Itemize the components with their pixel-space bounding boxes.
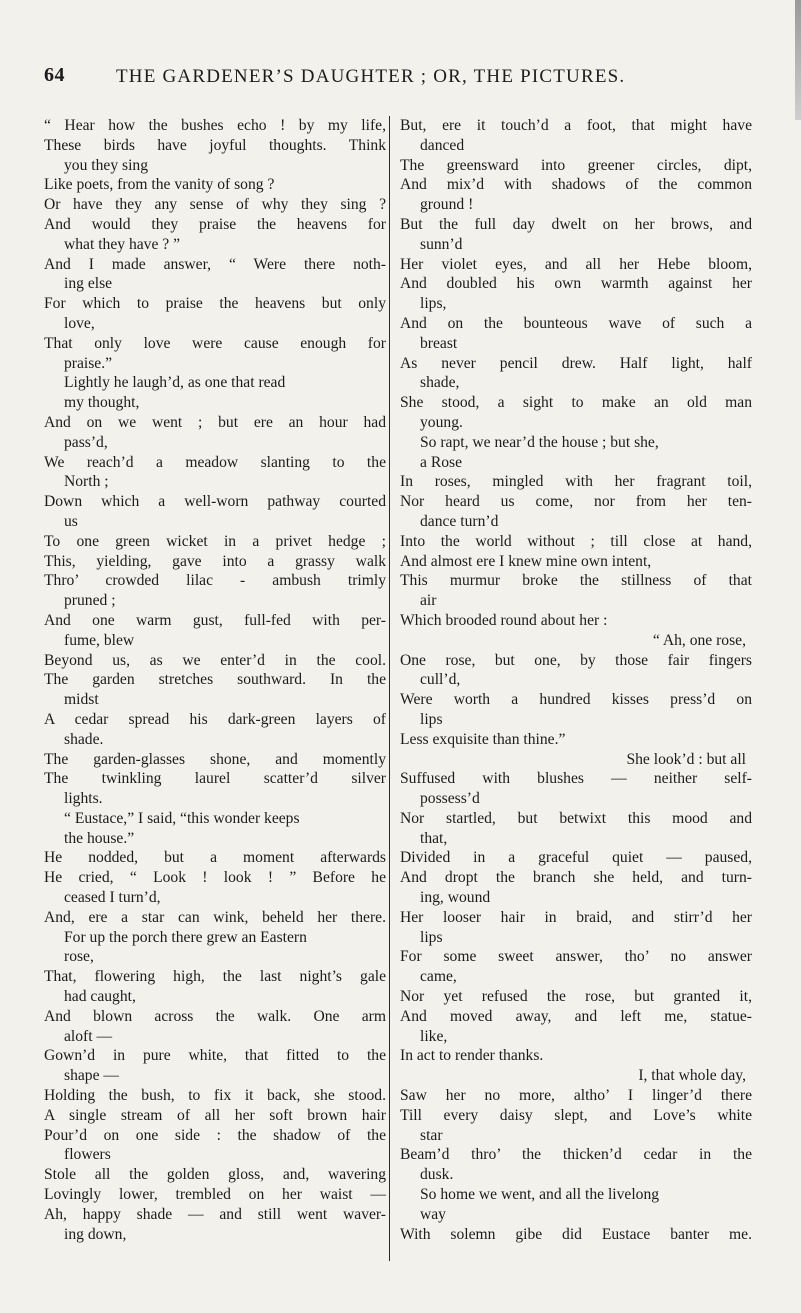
poem-line: pass’d, — [64, 433, 108, 451]
poem-line: possess’d — [420, 790, 480, 808]
poem-line: Beam’d thro’ the thicken’d cedar in the — [400, 1146, 752, 1164]
poem-line: my thought, — [64, 394, 140, 412]
poem-line: And mix’d with shadows of the common — [400, 176, 752, 194]
poem-line: flowers — [64, 1146, 111, 1164]
poem-line: Like poets, from the vanity of song ? — [44, 176, 275, 194]
poem-line: Beyond us, as we enter’d in the cool. — [44, 651, 386, 669]
poem-line: Nor heard us come, nor from her ten- — [400, 493, 752, 511]
poem-line: The greensward into greener circles, dipt, — [400, 156, 752, 174]
poem-line: She look’d : but all — [626, 750, 746, 768]
poem-line: North ; — [64, 473, 109, 491]
poem-line: Into the world without ; till close at hand, — [400, 532, 752, 550]
poem-line: This, yielding, gave into a grassy walk — [44, 552, 386, 570]
poem-line: air — [420, 592, 437, 610]
poem-line: The twinkling laurel scatter’d silver — [44, 770, 386, 788]
poem-line: ing down, — [64, 1225, 127, 1243]
poem-line: I, that whole day, — [638, 1067, 746, 1085]
poem-line: ground ! — [420, 196, 474, 214]
page-edge-shadow — [795, 0, 801, 120]
poem-line: To one green wicket in a privet hedge ; — [44, 532, 386, 550]
poem-line: Holding the bush, to fix it back, she stood. — [44, 1087, 386, 1105]
poem-line: “ Hear how the bushes echo ! by my life, — [44, 117, 386, 134]
poem-line: lips, — [420, 295, 447, 313]
page-number: 64 — [44, 64, 65, 86]
poem-line: aloft — — [64, 1027, 113, 1045]
poem-line: “ Ah, one rose, — [652, 631, 746, 649]
poem-line: what they have ? ” — [64, 235, 181, 253]
poem-line: And on the bounteous wave of such a — [400, 314, 752, 332]
poem-line: These birds have joyful thoughts. Think — [44, 136, 386, 154]
poem-line: lips — [420, 928, 443, 946]
poem-line: For which to praise the heavens but only — [44, 295, 386, 313]
poem-line: So home we went, and all the livelong — [420, 1186, 660, 1204]
poem-line: So rapt, we near’d the house ; but she, — [420, 433, 659, 451]
poem-line: shade, — [420, 374, 460, 392]
right-column — [400, 116, 752, 1244]
poem-line: danced — [420, 136, 465, 154]
poem-line: He cried, “ Look ! look ! ” Before he — [44, 869, 386, 887]
poem-line: came, — [420, 968, 457, 986]
poem-line: He nodded, but a moment afterwards — [44, 849, 386, 867]
poem-line: Less exquisite than thine.” — [400, 730, 566, 748]
poem-line: breast — [420, 334, 458, 352]
poem-line: And I made answer, “ Were there noth- — [44, 255, 386, 273]
poem-line: had caught, — [64, 988, 136, 1006]
poem-line: And moved away, and left me, statue- — [400, 1007, 752, 1025]
poem-line: ceased I turn’d, — [64, 889, 161, 907]
poem-line: rose, — [64, 948, 94, 966]
poem-line: Divided in a graceful quiet — paused, — [400, 849, 752, 867]
poem-line: And on we went ; but ere an hour had — [44, 413, 386, 431]
poem-line: Ah, happy shade — and still went waver- — [44, 1205, 386, 1223]
poem-line: the house.” — [64, 829, 135, 847]
poem-line: And doubled his own warmth against her — [400, 275, 752, 293]
poem-line: ing, wound — [420, 889, 491, 907]
poem-line: And blown across the walk. One arm — [44, 1007, 386, 1025]
poem-line: sunn’d — [420, 235, 463, 253]
poem-line: dance turn’d — [420, 512, 499, 530]
poem-line: But the full day dwelt on her brows, and — [400, 215, 752, 233]
poem-line: In roses, mingled with her fragrant toil, — [400, 473, 752, 491]
poem-line: pruned ; — [64, 592, 116, 610]
poem-line: us — [64, 512, 78, 530]
poem-line: Her looser hair in braid, and stirr’d her — [400, 908, 752, 926]
column-rule — [389, 116, 390, 1261]
poem-line: Which brooded round about her : — [400, 611, 608, 629]
poem-line: And one warm gust, full-fed with per- — [44, 611, 386, 629]
poem-line: midst — [64, 691, 99, 709]
poem-line: that, — [420, 829, 448, 847]
poem-line: praise.” — [64, 354, 113, 372]
poem-line: Lovingly lower, trembled on her waist — — [44, 1186, 386, 1204]
poem-line: A cedar spread his dark-green layers of — [44, 710, 386, 728]
running-head: THE GARDENER’S DAUGHTER ; OR, THE PICTURES. — [116, 66, 626, 87]
poem-line: cull’d, — [420, 671, 461, 689]
poem-line: A single stream of all her soft brown hair — [44, 1106, 386, 1124]
poem-line: Saw her no more, altho’ I linger’d there — [400, 1087, 752, 1105]
poem-line: Stole all the golden gloss, and, wavering — [44, 1166, 386, 1184]
poem-line: She stood, a sight to make an old man — [400, 394, 752, 412]
poem-line: The garden stretches southward. In the — [44, 671, 386, 689]
poem-line: star — [420, 1126, 443, 1144]
poem-line: young. — [420, 413, 463, 431]
poem-line: With solemn gibe did Eustace banter me. — [400, 1225, 752, 1243]
poem-line: Thro’ crowded lilac - ambush trimly — [44, 572, 386, 590]
poem-line: shape — — [64, 1067, 119, 1085]
poem-line: Down which a well-worn pathway courted — [44, 493, 386, 511]
poem-line: That, flowering high, the last night’s gale — [44, 968, 386, 986]
poem-line: And would they praise the heavens for — [44, 215, 386, 233]
poem-line: And dropt the branch she held, and turn- — [400, 869, 752, 887]
poem-line: Or have they any sense of why they sing ? — [44, 196, 386, 214]
poem-line: ing else — [64, 275, 113, 293]
poem-line: fume, blew — [64, 631, 135, 649]
poem-line: you they sing — [64, 156, 149, 174]
poem-line: And, ere a star can wink, beheld her there. — [44, 908, 386, 926]
poem-line: Pour’d on one side : the shadow of the — [44, 1126, 386, 1144]
left-column — [44, 116, 386, 1244]
poem-line: This murmur broke the stillness of that — [400, 572, 752, 590]
poem-line: Lightly he laugh’d, as one that read — [64, 374, 286, 392]
poem-line: In act to render thanks. — [400, 1047, 544, 1065]
poem-line: We reach’d a meadow slanting to the — [44, 453, 386, 471]
poem-line: As never pencil drew. Half light, half — [400, 354, 752, 372]
poem-line: like, — [420, 1027, 448, 1045]
poem-line: For up the porch there grew an Eastern — [64, 928, 307, 946]
poem-line: Her violet eyes, and all her Hebe bloom, — [400, 255, 752, 273]
poem-line: Were worth a hundred kisses press’d on — [400, 691, 752, 709]
poem-line: lips — [420, 710, 443, 728]
poem-line: shade. — [64, 730, 104, 748]
poem-line: dusk. — [420, 1166, 454, 1184]
poem-line: One rose, but one, by those fair fingers — [400, 651, 752, 669]
poem-line: love, — [64, 314, 95, 332]
poem-line: way — [420, 1205, 446, 1223]
poem-line: Till every daisy slept, and Love’s white — [400, 1106, 752, 1124]
poem-line: That only love were cause enough for — [44, 334, 386, 352]
poem-line: “ Eustace,” I said, “this wonder keeps — [64, 809, 300, 827]
poem-line: For some sweet answer, tho’ no answer — [400, 948, 752, 966]
poem-line: Nor startled, but betwixt this mood and — [400, 809, 752, 827]
poem-line: lights. — [64, 790, 103, 808]
poem-line: But, ere it touch’d a foot, that might have — [400, 117, 752, 134]
poem-line: Nor yet refused the rose, but granted it, — [400, 988, 752, 1006]
poem-line: Suffused with blushes — neither self- — [400, 770, 752, 788]
poem-line: And almost ere I knew mine own intent, — [400, 552, 652, 570]
poem-line: a Rose — [420, 453, 463, 471]
poem-line: Gown’d in pure white, that fitted to the — [44, 1047, 386, 1065]
poem-line: The garden-glasses shone, and momently — [44, 750, 386, 768]
